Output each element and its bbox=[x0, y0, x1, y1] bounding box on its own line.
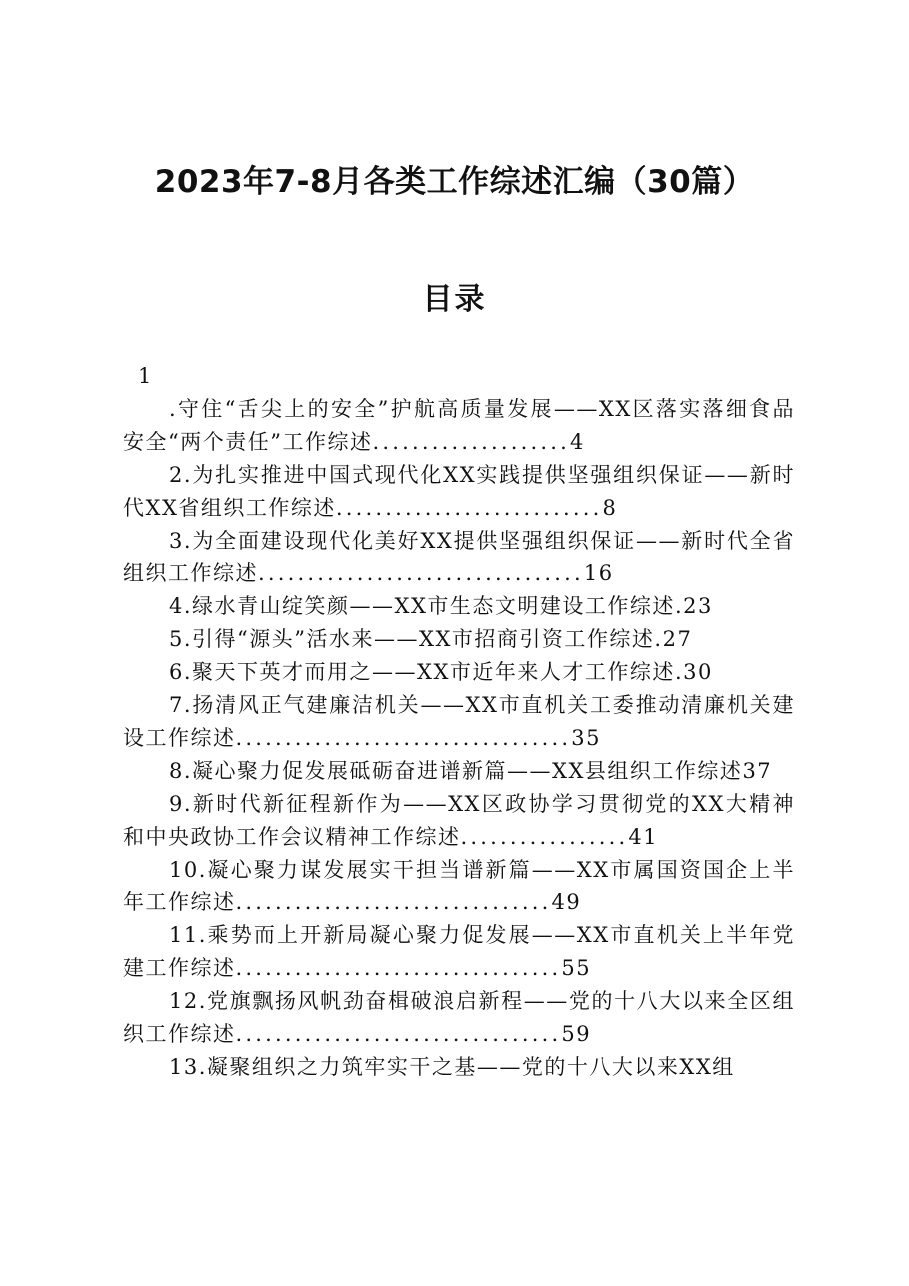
toc-entry[interactable] bbox=[123, 393, 795, 459]
toc-entry[interactable] bbox=[123, 656, 795, 689]
toc-entry-dots: ................. bbox=[460, 824, 629, 849]
toc-entry-page: 41 bbox=[628, 824, 659, 849]
toc-entry[interactable] bbox=[123, 788, 795, 854]
toc-entry-title: 11.乘势而上开新局凝心聚力促发展——XX市直机关上半年党建工作综述 bbox=[123, 923, 795, 981]
toc-entry-page: 49 bbox=[551, 890, 582, 915]
toc-entry-title: 2.为扎实推进中国式现代化XX实践提供坚强组织保证——新时代XX省组织工作综述 bbox=[123, 462, 795, 520]
toc-entry[interactable] bbox=[123, 985, 795, 1051]
toc-entry-title: 6.聚天下英才而用之——XX市近年来人才工作综述 bbox=[169, 660, 675, 685]
toc-entry-dots: . bbox=[654, 627, 663, 652]
toc-entry-dots: ................................. bbox=[235, 1022, 562, 1047]
toc-entry-page: 23 bbox=[683, 594, 713, 619]
toc-entry[interactable] bbox=[123, 755, 795, 788]
toc-entry-dots: ................................. bbox=[235, 956, 562, 981]
toc-entry-title: 7.扬清风正气建廉洁机关——XX市直机关工委推动清廉机关建设工作综述 bbox=[123, 693, 795, 750]
toc-entry[interactable] bbox=[123, 919, 795, 985]
toc-entry-title: 13.凝聚组织之力筑牢实干之基——党的十八大以来XX组 bbox=[169, 1055, 735, 1080]
toc-entry-dots: .................... bbox=[372, 429, 570, 454]
toc-entry-title: 4.绿水青山绽笑颜——XX市生态文明建设工作综述 bbox=[169, 594, 675, 619]
toc-entry-title: 12.党旗飘扬风帆劲奋楫破浪启新程——党的十八大以来全区组织工作综述 bbox=[123, 989, 795, 1047]
document-title: 2023年7-8月各类工作综述汇编（30篇） bbox=[154, 164, 755, 200]
toc-entry-title: 9.新时代新征程新作为——XX区政协学习贯彻党的XX大精神和中央政协工作会议精神工作综述 bbox=[123, 791, 795, 849]
toc-entry-title: 10.凝心聚力谋发展实干担当谱新篇——XX市属国资国企上半年工作综述 bbox=[123, 857, 795, 915]
toc-first-number: 1 bbox=[138, 364, 152, 388]
toc-entry-page: 27 bbox=[662, 627, 693, 652]
toc-entry[interactable] bbox=[123, 459, 795, 525]
toc-entry-page: 37 bbox=[742, 758, 773, 783]
toc-entry-dots: ................................ bbox=[235, 890, 552, 915]
toc-entry[interactable] bbox=[123, 623, 795, 656]
toc-entry-page: 59 bbox=[561, 1022, 592, 1047]
toc-entry-dots: . bbox=[674, 660, 684, 685]
toc-entry-page: 8 bbox=[602, 495, 618, 520]
toc-entry-page: 35 bbox=[571, 725, 601, 750]
toc-entry-title: 8.凝心聚力促发展砥砺奋进谱新篇——XX县组织工作综述 bbox=[169, 758, 743, 783]
toc-entry-page: 16 bbox=[583, 561, 614, 586]
toc-entry-dots: .................................. bbox=[235, 725, 572, 750]
toc-entry[interactable] bbox=[123, 590, 795, 623]
toc-entry-page: 4 bbox=[570, 429, 585, 454]
toc-entry-page: 55 bbox=[561, 956, 592, 981]
toc-entry[interactable] bbox=[123, 525, 795, 591]
toc-entry-title: .守住“舌尖上的安全”护航高质量发展——XX区落实落细食品安全“两个责任”工作综述 bbox=[123, 396, 795, 454]
toc-entry-dots: ................................. bbox=[258, 561, 584, 586]
toc-entry-dots: . bbox=[674, 594, 684, 619]
toc-entry[interactable] bbox=[123, 854, 795, 920]
toc-entry-dots: ........................... bbox=[335, 495, 603, 520]
table-of-contents bbox=[123, 360, 795, 1084]
toc-entry-title: 5.引得“源头”活水来——XX市招商引资工作综述 bbox=[169, 627, 655, 652]
toc-entry-page: 30 bbox=[683, 660, 713, 685]
toc-entry[interactable] bbox=[123, 1051, 795, 1084]
toc-heading: 目录 bbox=[422, 282, 487, 317]
toc-entry-title: 3.为全面建设现代化美好XX提供坚强组织保证——新时代全省组织工作综述 bbox=[123, 528, 795, 586]
toc-entry[interactable] bbox=[123, 689, 795, 755]
